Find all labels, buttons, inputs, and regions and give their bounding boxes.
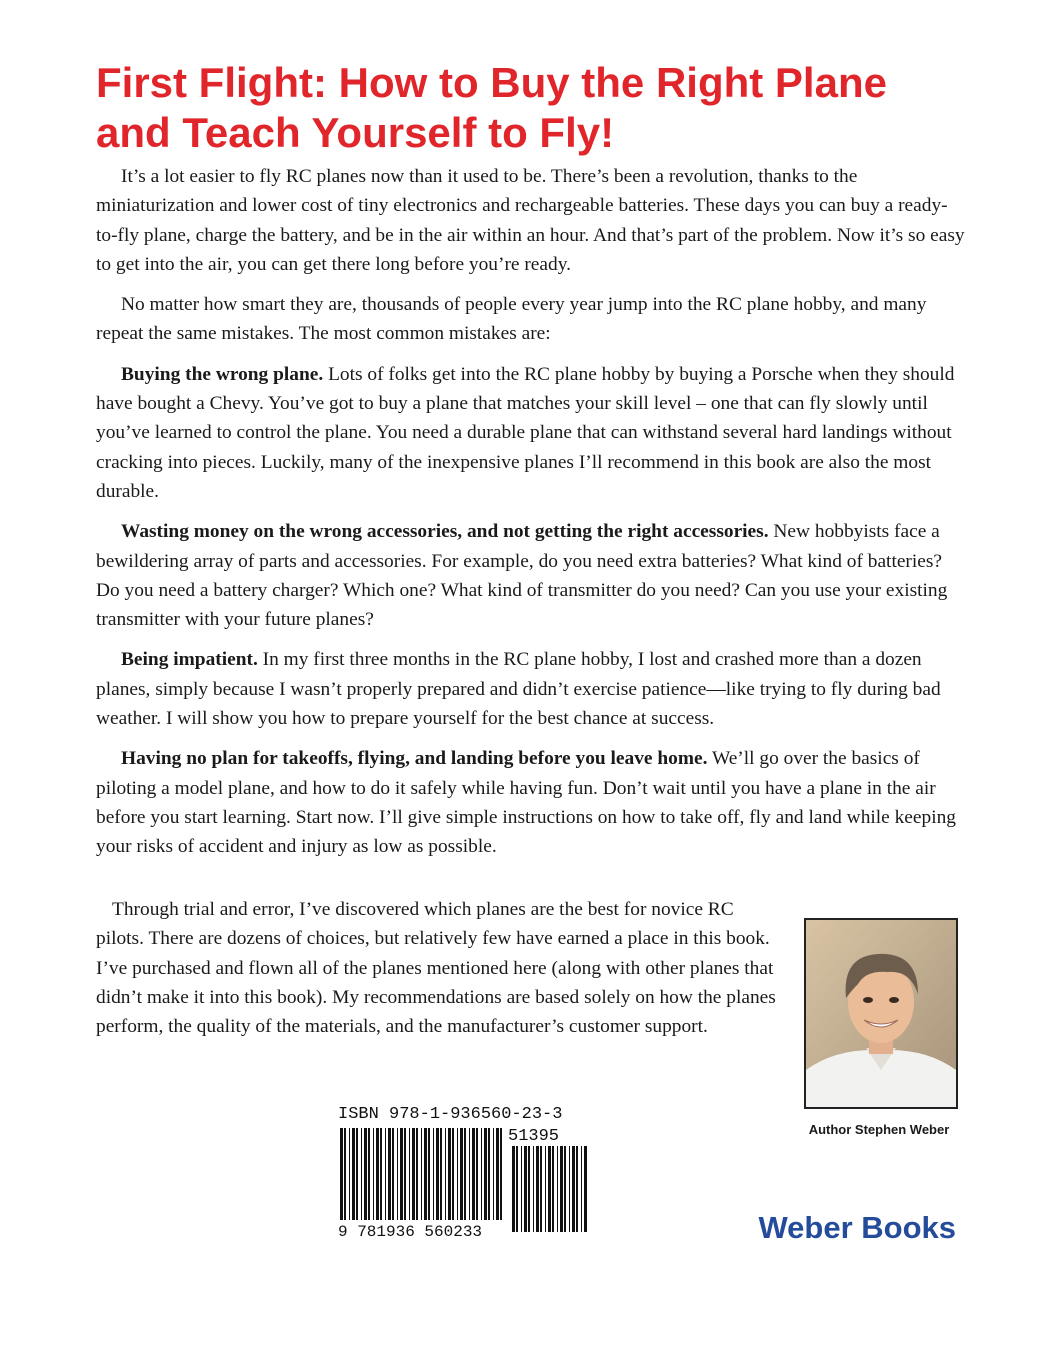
barcode-bar	[440, 1128, 442, 1220]
barcode-bar	[421, 1128, 422, 1220]
mistake-paragraph	[96, 517, 966, 634]
mistake-text: We’ll go over the basics of piloting a model plane, and how to do it safely while having fun. Don’t wait until you have a plane in the air before you start learning. Start now. I’ll give simple instructions on how to take off, fly and land while keeping your risks of accident and injury as low as possible.	[96, 748, 956, 858]
barcode-bar	[385, 1128, 386, 1220]
mistake-paragraph	[96, 744, 966, 861]
closing-paragraph: Through trial and error, I’ve discovered which planes are the best for novice RC pilots. There are dozens of choices, but relatively few have earned a place in this book. I’ve purchased and flown all of the planes mentioned here (along with other planes that didn’t make it into this book). My recommendations are based solely on how the planes perform, the quality of the materials, and the manufacturer’s customer support.	[96, 899, 776, 1038]
barcode-bar	[436, 1128, 439, 1220]
barcode-bar	[540, 1146, 542, 1232]
publisher-name: Weber Books	[758, 1210, 956, 1245]
barcode-bar	[528, 1146, 530, 1232]
intro-paragraph: It’s a lot easier to fly RC planes now than it used to be. There’s been a revolution, thanks to the miniaturization and lower cost of tiny electronics and rechargeable batteries. These days you can buy a ready-to-fly plane, charge the battery, and be in the air within an hour. And that’s part of the problem. Now it’s so easy to get into the air, you can get there long before you’re ready.	[96, 166, 965, 275]
mistake-heading: Buying the wrong plane.	[121, 363, 324, 385]
isbn-text: ISBN 978-1-936560-23-3	[338, 1105, 563, 1124]
mistake-text: New hobbyists face a bewildering array of parts and accessories. For example, do you need extra batteries? What kind of batteries? Do you need a battery charger? Which one? What kind of transmitter do you need? Can you use your existing transmitter with your future planes?	[96, 521, 948, 631]
intro-paragraph: No matter how smart they are, thousands of people every year jump into the RC plane hobby, and many repeat the same mistakes. The most common mistakes are:	[96, 294, 927, 345]
barcode-bar	[344, 1128, 346, 1220]
barcode-bar	[493, 1128, 494, 1220]
barcode-bar	[545, 1146, 546, 1232]
barcode-bar	[388, 1128, 391, 1220]
barcode-bar	[424, 1128, 427, 1220]
barcode-bar	[484, 1128, 487, 1220]
barcode-bar	[349, 1128, 350, 1220]
photo-caption: Author Stephen Weber	[808, 1122, 950, 1137]
blurb-body	[96, 162, 966, 873]
barcode-bar	[361, 1128, 362, 1220]
barcode-bar	[516, 1146, 518, 1232]
barcode-bar	[524, 1146, 527, 1232]
author-portrait-image	[806, 920, 956, 1107]
barcode-bar	[373, 1128, 374, 1220]
barcode-bar	[533, 1146, 534, 1232]
barcode-bar	[496, 1128, 499, 1220]
barcode-bar	[500, 1128, 502, 1220]
mistake-heading: Being impatient.	[121, 649, 258, 671]
barcode-bar	[340, 1128, 343, 1220]
barcode-bar	[368, 1128, 370, 1220]
price-code: 51395	[508, 1127, 560, 1146]
barcode-bar	[433, 1128, 434, 1220]
title-line-2: and Teach Yourself to Fly!	[96, 109, 615, 156]
barcode-bar	[557, 1146, 558, 1232]
barcode-bar	[460, 1128, 463, 1220]
barcode-bar	[536, 1146, 539, 1232]
isbn-barcode	[330, 1096, 592, 1244]
barcode-bars	[340, 1128, 502, 1220]
mistake-paragraph	[96, 360, 966, 506]
barcode-bar	[392, 1128, 394, 1220]
barcode-bar	[356, 1128, 358, 1220]
barcode-bar	[560, 1146, 563, 1232]
barcode-bar	[457, 1128, 458, 1220]
barcode-bar	[548, 1146, 551, 1232]
barcode-bar	[448, 1128, 451, 1220]
title-line-1: First Flight: How to Buy the Right Plane	[96, 59, 887, 106]
barcode-bar	[409, 1128, 410, 1220]
barcode-bar	[376, 1128, 379, 1220]
author-photo	[804, 918, 958, 1109]
barcode-bar	[412, 1128, 415, 1220]
barcode-bar	[404, 1128, 406, 1220]
barcode-bar	[364, 1128, 367, 1220]
barcode-bar	[581, 1146, 582, 1232]
barcode-bar	[416, 1128, 418, 1220]
mistake-heading: Wasting money on the wrong accessories, and not getting the right accessories.	[121, 521, 769, 543]
barcode-bar	[488, 1128, 490, 1220]
barcode-bar	[464, 1128, 466, 1220]
ean-digits: 9 781936 560233	[338, 1223, 483, 1241]
mistake-text: In my first three months in the RC plane hobby, I lost and crashed more than a dozen planes, simply because I wasn’t properly prepared and didn’t exercise patience—like trying to fly during bad weather. I will show you how to prepare yourself for the best chance at success.	[96, 649, 941, 730]
barcode-bar	[552, 1146, 554, 1232]
barcode-bar	[576, 1146, 578, 1232]
barcode-bar	[512, 1146, 515, 1232]
mistake-text: Lots of folks get into the RC plane hobby by buying a Porsche when they should have bought a Chevy. You’ve got to buy a plane that matches your skill level – one that can fly slowly until you’ve learned to control the plane. You need a durable plane that can withstand several hard landings without cracking into pieces. Luckily, many of the inexpensive planes I’ll recommend in this book are also the most durable.	[96, 363, 955, 502]
barcode-bar	[564, 1146, 566, 1232]
barcode-bar	[400, 1128, 403, 1220]
barcode-bar	[472, 1128, 475, 1220]
barcode-bar	[452, 1128, 454, 1220]
barcode-bar	[521, 1146, 522, 1232]
barcode-bar	[584, 1146, 587, 1232]
barcode-bar	[469, 1128, 470, 1220]
barcode-bar	[572, 1146, 575, 1232]
barcode-bar	[352, 1128, 355, 1220]
book-title	[96, 58, 996, 158]
barcode-bar	[397, 1128, 398, 1220]
barcode-bar	[445, 1128, 446, 1220]
barcode-bar	[569, 1146, 570, 1232]
mistake-paragraph	[96, 645, 966, 733]
barcode-bar	[476, 1128, 478, 1220]
barcode-bar	[481, 1128, 482, 1220]
mistake-heading: Having no plan for takeoffs, flying, and landing before you leave home.	[121, 748, 708, 770]
barcode-bar	[428, 1128, 430, 1220]
barcode-bar	[380, 1128, 382, 1220]
